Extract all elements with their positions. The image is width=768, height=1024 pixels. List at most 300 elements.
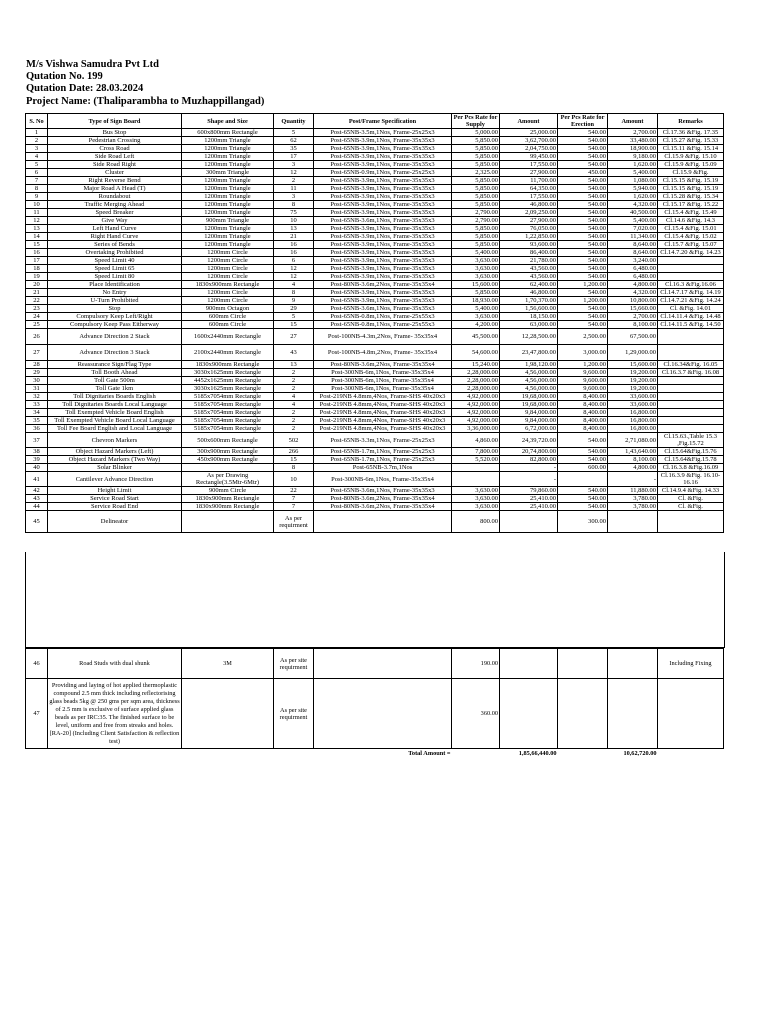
- cell-supply-rate: 3,630.00: [452, 265, 500, 273]
- cell-shape: 1200mm Circle: [182, 249, 274, 257]
- cell-spec: Post-65NB-3.6m,1Nos, Frame-35x35x3: [314, 217, 452, 225]
- cell-quantity: 2: [274, 409, 314, 417]
- cell-amount-supply: 4,56,000.00: [500, 377, 558, 385]
- col-header-erection-rate: Per Pcs Rate for Erection: [558, 114, 608, 129]
- col-header-amount-supply: Amount: [500, 114, 558, 129]
- cell-spec: Post-65NB-3.9m,1Nos, Frame-35x35x3: [314, 273, 452, 281]
- cell-spec: Post-65NB-3.9m,1Nos, Frame-35x35x3: [314, 241, 452, 249]
- table-row: [26, 425, 724, 433]
- cell-amount-supply: 62,400.00: [500, 281, 558, 289]
- cell-amount-erection: 33,600.00: [608, 393, 658, 401]
- cell-supply-rate: 5,850.00: [452, 193, 500, 201]
- col-header-type: Type of Sign Board: [48, 114, 182, 129]
- cell-remarks: Cl.14.7.20 &Fig. 14.23: [658, 249, 724, 257]
- cell-supply-rate: [452, 464, 500, 472]
- cell-type: Give Way: [48, 217, 182, 225]
- cell-amount-erection: 8,640.00: [608, 249, 658, 257]
- cell-type: Right Hand Curve: [48, 233, 182, 241]
- total-row: [26, 749, 724, 759]
- table-row: [26, 297, 724, 305]
- cell-type: Delineator: [48, 511, 182, 533]
- cell-shape: 1200mm Triangle: [182, 233, 274, 241]
- cell-sno: 5: [26, 161, 48, 169]
- cell-spec: Post-219NB 4.8mm,4Nos, Frame-SHS 40x20x3: [314, 409, 452, 417]
- cell-amount-supply: 25,410.00: [500, 495, 558, 503]
- cell-erection-rate: 540.00: [558, 313, 608, 321]
- cell-quantity: 35: [274, 145, 314, 153]
- cell-erection-rate: 540.00: [558, 487, 608, 495]
- cell-remarks: [658, 273, 724, 281]
- col-header-shape: Shape and Size: [182, 114, 274, 129]
- cell-type: Object Hazard Markers (Two Way): [48, 456, 182, 464]
- cell-spec: Post-65NB-3.9m,1Nos, Frame-35x35x3: [314, 137, 452, 145]
- cell-spec: Post-65NB-3.9m,1Nos, Frame-35x35x3: [314, 209, 452, 217]
- cell-erection-rate: [558, 472, 608, 487]
- cell-amount-erection: 18,900.00: [608, 145, 658, 153]
- cell-quantity: 2: [274, 377, 314, 385]
- cell-type: Traffic Merging Ahead: [48, 201, 182, 209]
- cell-spec: Post-219NB 4.8mm,4Nos, Frame-SHS 40x20x3: [314, 417, 452, 425]
- cell-amount-erection: 1,29,000.00: [608, 345, 658, 361]
- table-row: [26, 385, 724, 393]
- cell-sno: 11: [26, 209, 48, 217]
- project-name: Project Name: (Thaliparambha to Muzhappillangad): [26, 95, 265, 107]
- cell-type: Road Studs with dual shunk: [48, 649, 182, 679]
- cell-spec: Post-65NB-3.9m,1Nos, Frame-35x35x3: [314, 265, 452, 273]
- cell-spec: Post-300NB-6m,1Nos, Frame-35x35x4: [314, 385, 452, 393]
- cell-remarks: Cl.15.4 &Fig. 15.49: [658, 209, 724, 217]
- cell-quantity: 5: [274, 129, 314, 137]
- cell-quantity: 13: [274, 361, 314, 369]
- cell-shape: 500x600mm Rectangle: [182, 433, 274, 448]
- cell-sno: 26: [26, 329, 48, 345]
- cell-quantity: 2: [274, 177, 314, 185]
- cell-supply-rate: 2,325.00: [452, 169, 500, 177]
- cell-amount-supply: 4,56,000.00: [500, 385, 558, 393]
- cell-quantity: 4: [274, 281, 314, 289]
- cell-spec: Post-65NB-3.6m,1Nos, Frame-35x35x3: [314, 487, 452, 495]
- cell-supply-rate: 3,630.00: [452, 273, 500, 281]
- cell-quantity: 29: [274, 305, 314, 313]
- cell-erection-rate: 9,600.00: [558, 369, 608, 377]
- cell-erection-rate: 540.00: [558, 241, 608, 249]
- cell-quantity: 43: [274, 345, 314, 361]
- quotation-table: [25, 113, 724, 533]
- cell-remarks: [658, 401, 724, 409]
- cell-sno: 4: [26, 153, 48, 161]
- cell-amount-supply: 18,150.00: [500, 313, 558, 321]
- table-row: [26, 495, 724, 503]
- cell-amount-erection: 15,660.00: [608, 305, 658, 313]
- cell-amount-erection: 7,020.00: [608, 225, 658, 233]
- cell-spec: Post-65NB-1.7m,1Nos, Frame-25x25x3: [314, 448, 452, 456]
- cell-spec: Post-65NB-3.3m,1Nos, Frame-25x25x3: [314, 433, 452, 448]
- cell-sno: 19: [26, 273, 48, 281]
- cell-spec: Post-219NB 4.8mm,4Nos, Frame-SHS 40x20x3: [314, 425, 452, 433]
- cell-shape: 1200mm Triangle: [182, 177, 274, 185]
- table-row: [26, 472, 724, 487]
- cell-remarks: Cl.15.63.,Table 15.3 ,Fig.15.72: [658, 433, 724, 448]
- cell-supply-rate: 2,28,000.00: [452, 369, 500, 377]
- cell-sno: 38: [26, 448, 48, 456]
- cell-supply-rate: 5,850.00: [452, 161, 500, 169]
- cell-amount-supply: 1,70,370.00: [500, 297, 558, 305]
- cell-amount-erection: 10,800.00: [608, 297, 658, 305]
- cell-remarks: Cl.16.3 &Fig.16.06: [658, 281, 724, 289]
- cell-shape: 1200mm Triangle: [182, 201, 274, 209]
- cell-supply-rate: 54,600.00: [452, 345, 500, 361]
- table-row: [26, 377, 724, 385]
- table-row: [26, 433, 724, 448]
- cell-spec: Post-65NB-3.9m,1Nos, Frame-35x35x3: [314, 185, 452, 193]
- table-row: [26, 503, 724, 511]
- cell-shape: 1200mm Circle: [182, 297, 274, 305]
- cell-erection-rate: 540.00: [558, 495, 608, 503]
- cell-shape: 1200mm Triangle: [182, 145, 274, 153]
- cell-quantity: 7: [274, 503, 314, 511]
- cell-supply-rate: 4,92,000.00: [452, 401, 500, 409]
- cell-amount-supply: 64,350.00: [500, 185, 558, 193]
- cell-shape: 5185x7054mm Rectangle: [182, 393, 274, 401]
- cell-remarks: Cl.14.11.5 &Fig. 14.50: [658, 321, 724, 329]
- table-row: [26, 209, 724, 217]
- cell-quantity: 2: [274, 369, 314, 377]
- cell-amount-supply: [500, 511, 558, 533]
- cell-supply-rate: 5,850.00: [452, 137, 500, 145]
- cell-shape: 1200mm Triangle: [182, 193, 274, 201]
- cell-spec: [314, 649, 452, 679]
- cell-spec: Post-65NB-0.8m,1Nos, Frame-25x55x3: [314, 321, 452, 329]
- cell-supply-rate: 4,92,000.00: [452, 409, 500, 417]
- cell-erection-rate: 600.00: [558, 464, 608, 472]
- cell-shape: [182, 464, 274, 472]
- cell-sno: 18: [26, 265, 48, 273]
- cell-erection-rate: 9,600.00: [558, 385, 608, 393]
- cell-quantity: 17: [274, 153, 314, 161]
- cell-amount-erection: [608, 511, 658, 533]
- cell-quantity: 9: [274, 297, 314, 305]
- cell-supply-rate: 5,850.00: [452, 241, 500, 249]
- cell-spec: Post-65NB-0.9m,1Nos, Frame-25x25x3: [314, 169, 452, 177]
- table-row: [26, 464, 724, 472]
- col-header-quantity: Quantity: [274, 114, 314, 129]
- table-row: [26, 241, 724, 249]
- cell-amount-erection: [608, 649, 658, 679]
- cell-sno: 13: [26, 225, 48, 233]
- cell-supply-rate: 2,790.00: [452, 217, 500, 225]
- cell-type: Overtaking Prohibited: [48, 249, 182, 257]
- cell-erection-rate: 540.00: [558, 161, 608, 169]
- cell-sno: 47: [26, 679, 48, 749]
- cell-amount-supply: 6,72,000.00: [500, 425, 558, 433]
- cell-type: Pedestrian Crossing: [48, 137, 182, 145]
- cell-sno: 40: [26, 464, 48, 472]
- cell-amount-erection: 3,780.00: [608, 503, 658, 511]
- cell-erection-rate: 8,400.00: [558, 401, 608, 409]
- quotation-header: [26, 59, 526, 108]
- cell-amount-erection: 11,340.00: [608, 233, 658, 241]
- cell-quantity: 62: [274, 137, 314, 145]
- cell-remarks: Cl. &Fig.: [658, 495, 724, 503]
- cell-amount-supply: -: [500, 472, 558, 487]
- col-header-amount-erection: Amount: [608, 114, 658, 129]
- cell-erection-rate: 540.00: [558, 137, 608, 145]
- cell-spec: Post-80NB-3.6m,2Nos, Frame-35x35x4: [314, 503, 452, 511]
- col-header-sno: S. No: [26, 114, 48, 129]
- table-row: [26, 201, 724, 209]
- cell-amount-erection: 1,620.00: [608, 161, 658, 169]
- cell-erection-rate: 540.00: [558, 456, 608, 464]
- cell-spec: Post-65NB-3.9m,1Nos, Frame-35x35x3: [314, 161, 452, 169]
- cell-type: Advance Direction 3 Stack: [48, 345, 182, 361]
- cell-shape: 4452x1625mm Rectangle: [182, 377, 274, 385]
- cell-amount-supply: 76,050.00: [500, 225, 558, 233]
- company-name: M/s Vishwa Samudra Pvt Ltd: [26, 59, 160, 70]
- cell-sno: 43: [26, 495, 48, 503]
- cell-amount-supply: 46,800.00: [500, 201, 558, 209]
- cell-erection-rate: 540.00: [558, 448, 608, 456]
- cell-supply-rate: 360.00: [452, 679, 500, 749]
- cell-erection-rate: 540.00: [558, 265, 608, 273]
- cell-remarks: Cl.14.9.4 &Fig. 14.33: [658, 487, 724, 495]
- cell-remarks: [658, 257, 724, 265]
- cell-remarks: Cl.15.9 &Fig. 15.10: [658, 153, 724, 161]
- cell-spec: Post-65NB-3.9m,1Nos, Frame-35x35x3: [314, 153, 452, 161]
- cell-remarks: [658, 385, 724, 393]
- cell-erection-rate: 540.00: [558, 225, 608, 233]
- cell-quantity: 4: [274, 401, 314, 409]
- cell-shape: 5185x7054mm Rectangle: [182, 409, 274, 417]
- cell-sno: 14: [26, 233, 48, 241]
- cell-amount-supply: -: [500, 464, 558, 472]
- cell-erection-rate: 540.00: [558, 217, 608, 225]
- cell-remarks: [658, 417, 724, 425]
- cell-supply-rate: 5,850.00: [452, 201, 500, 209]
- table-row: [26, 233, 724, 241]
- col-header-remarks: Remarks: [658, 114, 724, 129]
- cell-spec: Post-65NB-3.9m,1Nos, Frame-35x35x3: [314, 177, 452, 185]
- cell-remarks: Cl.15.15 &Fig. 15.19: [658, 185, 724, 193]
- cell-erection-rate: 540.00: [558, 177, 608, 185]
- cell-spec: Post-300NB-6m,1Nos, Frame-35x35x4: [314, 377, 452, 385]
- cell-amount-erection: 8,100.00: [608, 321, 658, 329]
- cell-sno: 41: [26, 472, 48, 487]
- cell-type: Cantilever Advance Direction: [48, 472, 182, 487]
- cell-sno: 9: [26, 193, 48, 201]
- total-erection-amount: 10,62,720.00: [623, 750, 657, 758]
- cell-type: Chevron Markers: [48, 433, 182, 448]
- cell-amount-erection: 5,940.00: [608, 185, 658, 193]
- table-row: [26, 393, 724, 401]
- cell-shape: 5185x7054mm Rectangle: [182, 417, 274, 425]
- cell-type: Solar Blinker: [48, 464, 182, 472]
- cell-quantity: 12: [274, 273, 314, 281]
- cell-remarks: Cl.15.9 &Fig. 15.09: [658, 161, 724, 169]
- cell-amount-erection: 4,800.00: [608, 464, 658, 472]
- cell-remarks: [658, 393, 724, 401]
- cell-spec: Post-80NB-3.6m,2Nos, Frame-35x35x4: [314, 281, 452, 289]
- cell-quantity: 22: [274, 487, 314, 495]
- cell-shape: 600mm Circle: [182, 313, 274, 321]
- cell-amount-supply: 27,900.00: [500, 217, 558, 225]
- cell-remarks: Cl.15.11 &Fig. 15.14: [658, 145, 724, 153]
- cell-amount-supply: 24,39,720.00: [500, 433, 558, 448]
- cell-erection-rate: 8,400.00: [558, 425, 608, 433]
- cell-quantity: 15: [274, 456, 314, 464]
- cell-sno: 23: [26, 305, 48, 313]
- cell-remarks: Including Fixing: [658, 649, 724, 679]
- cell-amount-supply: 21,780.00: [500, 257, 558, 265]
- cell-sno: 6: [26, 169, 48, 177]
- cell-sno: 39: [26, 456, 48, 464]
- table-row: [26, 329, 724, 345]
- cell-type: Toll Exempted Vehicle Board Local Language: [48, 417, 182, 425]
- cell-amount-erection: 8,640.00: [608, 241, 658, 249]
- cell-amount-erection: 33,480.00: [608, 137, 658, 145]
- cell-remarks: Cl.15.64&Fig.15.76: [658, 448, 724, 456]
- cell-supply-rate: 800.00: [452, 511, 500, 533]
- cell-quantity: As per site requirment: [274, 679, 314, 749]
- cell-erection-rate: 540.00: [558, 129, 608, 137]
- cell-amount-supply: 86,400.00: [500, 249, 558, 257]
- cell-type: Bus Stop: [48, 129, 182, 137]
- cell-supply-rate: 3,630.00: [452, 487, 500, 495]
- table-row: [26, 153, 724, 161]
- cell-supply-rate: 5,000.00: [452, 129, 500, 137]
- cell-supply-rate: 5,850.00: [452, 145, 500, 153]
- table-row: [26, 448, 724, 456]
- cell-amount-supply: 93,600.00: [500, 241, 558, 249]
- cell-amount-supply: 2,09,250.00: [500, 209, 558, 217]
- cell-sno: 37: [26, 433, 48, 448]
- cell-quantity: 5: [274, 313, 314, 321]
- cell-shape: 3030x1625mm Rectangle: [182, 369, 274, 377]
- cell-supply-rate: 4,200.00: [452, 321, 500, 329]
- cell-remarks: Cl.16.3.9 &Fig. 16.10-16.16: [658, 472, 724, 487]
- table-row: [26, 185, 724, 193]
- cell-quantity: 15: [274, 321, 314, 329]
- cell-shape: 5185x7054mm Rectangle: [182, 425, 274, 433]
- cell-sno: 46: [26, 649, 48, 679]
- cell-quantity: As per requirment: [274, 511, 314, 533]
- cell-remarks: Cl.15.28 &Fig. 15.34: [658, 193, 724, 201]
- table-row: [26, 129, 724, 137]
- table-row: [26, 313, 724, 321]
- cell-shape: 3M: [182, 649, 274, 679]
- cell-amount-supply: 11,700.00: [500, 177, 558, 185]
- cell-supply-rate: 15,240.00: [452, 361, 500, 369]
- cell-amount-erection: 19,200.00: [608, 385, 658, 393]
- cell-erection-rate: [558, 679, 608, 749]
- cell-type: Providing and laying of hot applied thermoplastic compound 2.5 mm thick including reflectorising glass beads 5kg @ 250 gms per sqm area, thickness of 2.5 mm is exclusive of surface applied glass beads as per IRC:35. The finished surface to be level, uniform and free from streaks and holes. [RA-20] (Including Client Satisfaction & reflection test): [48, 679, 182, 749]
- cell-quantity: 16: [274, 241, 314, 249]
- cell-spec: Post-300NB-6m,1Nos, Frame-35x35x4: [314, 369, 452, 377]
- cell-remarks: [658, 329, 724, 345]
- cell-amount-supply: 43,560.00: [500, 265, 558, 273]
- cell-sno: 35: [26, 417, 48, 425]
- cell-amount-erection: -: [608, 472, 658, 487]
- table-header-row: [26, 114, 724, 129]
- cell-shape: 1830x900mm Rectangle: [182, 503, 274, 511]
- cell-type: Compulsory Keep Pass Eitherway: [48, 321, 182, 329]
- cell-sno: 17: [26, 257, 48, 265]
- cell-shape: 1830x900mm Rectangle: [182, 281, 274, 289]
- cell-shape: 1200mm Triangle: [182, 161, 274, 169]
- cell-remarks: [658, 377, 724, 385]
- cell-amount-erection: 2,71,080.00: [608, 433, 658, 448]
- cell-sno: 44: [26, 503, 48, 511]
- cell-remarks: [658, 409, 724, 417]
- cell-quantity: 21: [274, 233, 314, 241]
- cell-supply-rate: 3,630.00: [452, 503, 500, 511]
- cell-quantity: 12: [274, 265, 314, 273]
- cell-sno: 34: [26, 409, 48, 417]
- cell-amount-supply: [500, 649, 558, 679]
- cell-remarks: Cl.15.15 &Fig. 15.19: [658, 177, 724, 185]
- table-row: [26, 511, 724, 533]
- cell-type: Toll Booth Ahead: [48, 369, 182, 377]
- cell-shape: 300x900mm Rectangle: [182, 448, 274, 456]
- cell-type: Reassurance Sign/Flag Type: [48, 361, 182, 369]
- cell-type: No Entry: [48, 289, 182, 297]
- cell-quantity: 13: [274, 225, 314, 233]
- cell-remarks: Cl.15.64&Fig.15.78: [658, 456, 724, 464]
- cell-shape: 900mm Triangle: [182, 217, 274, 225]
- cell-erection-rate: 540.00: [558, 273, 608, 281]
- blank-space: [25, 552, 725, 648]
- cell-supply-rate: 5,520.00: [452, 456, 500, 464]
- cell-supply-rate: 5,850.00: [452, 289, 500, 297]
- cell-sno: 21: [26, 289, 48, 297]
- cell-amount-erection: 1,43,640.00: [608, 448, 658, 456]
- cell-sno: 20: [26, 281, 48, 289]
- cell-shape: 900mm Octagon: [182, 305, 274, 313]
- cell-sno: 36: [26, 425, 48, 433]
- cell-shape: 450x900mm Rectangle: [182, 456, 274, 464]
- cell-erection-rate: 540.00: [558, 201, 608, 209]
- table-row: [26, 305, 724, 313]
- cell-sno: 8: [26, 185, 48, 193]
- cell-amount-erection: 40,500.00: [608, 209, 658, 217]
- cell-spec: Post-65NB-3.6m,1Nos, Frame-35x35x3: [314, 305, 452, 313]
- cell-shape: 2100x2440mm Rectangle: [182, 345, 274, 361]
- cell-amount-erection: 5,400.00: [608, 217, 658, 225]
- cell-remarks: Cl.15.17 &Fig. 15.22: [658, 201, 724, 209]
- cell-supply-rate: [452, 472, 500, 487]
- table-body: [26, 129, 724, 533]
- cell-sno: 15: [26, 241, 48, 249]
- cell-sno: 22: [26, 297, 48, 305]
- cell-remarks: [658, 511, 724, 533]
- quotation-date: Qutation Date: 28.03.2024: [26, 83, 144, 95]
- cell-type: Side Road Right: [48, 161, 182, 169]
- cell-shape: 1830x900mm Rectangle: [182, 361, 274, 369]
- cell-sno: 30: [26, 377, 48, 385]
- cell-shape: 1200mm Circle: [182, 273, 274, 281]
- cell-type: Right Reverse Bend: [48, 177, 182, 185]
- cell-amount-supply: 63,000.00: [500, 321, 558, 329]
- cell-sno: 16: [26, 249, 48, 257]
- cell-remarks: [658, 345, 724, 361]
- cell-type: Stop: [48, 305, 182, 313]
- cell-erection-rate: 9,600.00: [558, 377, 608, 385]
- cell-sno: 25: [26, 321, 48, 329]
- cell-type: Speed Limit 40: [48, 257, 182, 265]
- table-row: [26, 137, 724, 145]
- table-row: [26, 679, 724, 749]
- cell-amount-erection: 8,100.00: [608, 456, 658, 464]
- cell-amount-erection: 9,180.00: [608, 153, 658, 161]
